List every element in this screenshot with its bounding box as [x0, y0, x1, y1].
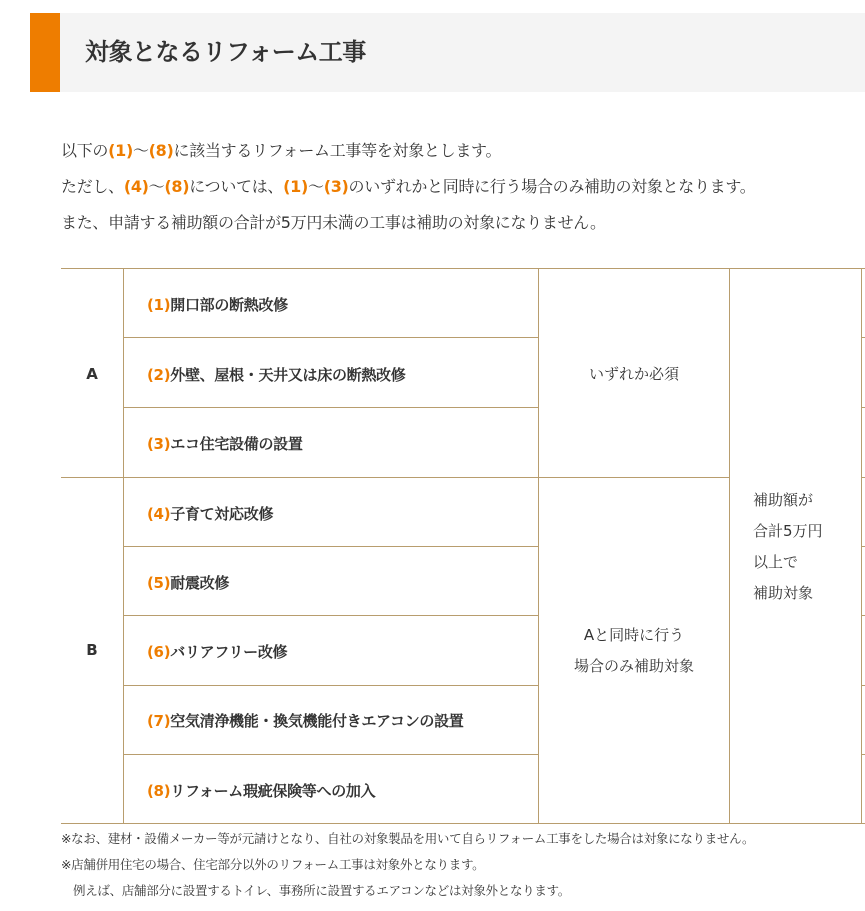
group-label-b: B	[86, 641, 98, 659]
section-heading	[30, 13, 865, 92]
subsidy-line: 補助額が	[753, 491, 814, 509]
footnote: ※店舗併用住宅の場合、住宅部分以外のリフォーム工事は対象外となります。	[61, 857, 485, 872]
group-divider	[61, 477, 729, 478]
footnote: ※なお、建材・設備メーカー等が元請けとなり、自社の対象製品を用いて自らリフォーム工事をした場合は対象になりません。	[61, 831, 755, 846]
requirement-b-line: Aと同時に行う	[583, 626, 685, 644]
requirement-a: いずれか必須	[588, 365, 679, 383]
item-number: (1)	[147, 296, 171, 314]
footnotes	[61, 826, 861, 904]
item-number: (2)	[147, 366, 171, 384]
item-number: (4)	[123, 177, 149, 196]
intro-text-span: ただし、	[61, 177, 124, 196]
item-number: (4)	[147, 505, 171, 523]
item-number: (8)	[147, 782, 171, 800]
item-label: 外壁、屋根・天井又は床の断熱改修	[170, 366, 406, 384]
requirement-b-line: 場合のみ補助対象	[573, 657, 694, 675]
table-border-bottom	[61, 823, 865, 824]
table-row-item-1	[147, 294, 288, 315]
item-number: (3)	[323, 177, 349, 196]
item-number: (3)	[147, 435, 171, 453]
row-divider	[123, 546, 539, 547]
intro-text-span: ～	[307, 177, 324, 196]
intro-text-span: については、	[189, 177, 284, 196]
intro-text-span: ～	[148, 177, 165, 196]
item-label: 空気清浄機能・換気機能付きエアコンの設置	[170, 712, 464, 730]
table-row-item-8	[147, 780, 375, 801]
item-number: (6)	[147, 643, 171, 661]
subsidy-line: 以上で	[753, 553, 799, 571]
intro-text	[61, 133, 861, 241]
intro-line-2	[61, 169, 861, 205]
table-row-item-5	[147, 572, 229, 593]
item-number: (1)	[283, 177, 308, 196]
intro-text-span: ～	[132, 141, 149, 160]
subsidy-condition	[753, 485, 853, 609]
row-divider	[123, 407, 539, 408]
table-row-item-2	[147, 364, 405, 385]
subsidy-line: 合計5万円	[753, 522, 823, 540]
row-divider	[123, 685, 539, 686]
page-title: 対象となるリフォーム工事	[85, 38, 366, 66]
intro-text-span: のいずれかと同時に行う場合のみ補助の対象となります。	[348, 177, 756, 196]
column-divider	[538, 268, 539, 824]
reform-table	[61, 268, 865, 824]
table-row-item-3	[147, 433, 303, 454]
intro-text-span: に該当するリフォーム工事等を対象とします。	[173, 141, 502, 160]
item-number: (8)	[148, 141, 174, 160]
item-label: 子育て対応改修	[170, 505, 274, 523]
column-divider	[729, 268, 730, 824]
intro-line-3: また、申請する補助額の合計が5万円未満の工事は補助の対象になりません。	[61, 213, 606, 232]
item-label: リフォーム瑕疵保険等への加入	[170, 782, 376, 800]
item-label: バリアフリー改修	[170, 643, 288, 661]
row-divider	[123, 754, 539, 755]
item-number: (1)	[108, 141, 133, 160]
heading-accent-bar	[30, 13, 60, 92]
intro-line-1	[61, 133, 861, 169]
row-divider	[123, 615, 539, 616]
table-row-item-4	[147, 503, 273, 524]
subsidy-line: 補助対象	[753, 584, 814, 602]
row-divider	[123, 337, 539, 338]
column-divider	[861, 268, 862, 824]
requirement-b	[539, 620, 729, 682]
item-label: 耐震改修	[170, 574, 230, 592]
item-label: エコ住宅設備の設置	[170, 435, 303, 453]
item-label: 開口部の断熱改修	[170, 296, 288, 314]
item-number: (5)	[147, 574, 171, 592]
item-number: (8)	[164, 177, 190, 196]
intro-text-span: 以下の	[61, 141, 109, 160]
table-row-item-7	[147, 710, 464, 731]
item-number: (7)	[147, 712, 171, 730]
table-row-item-6	[147, 641, 287, 662]
group-label-a: A	[86, 365, 98, 383]
table-border-top	[61, 268, 865, 269]
column-divider	[123, 268, 124, 824]
footnote: 例えば、店舗部分に設置するトイレ、事務所に設置するエアコンなどは対象外となります。	[73, 883, 570, 898]
